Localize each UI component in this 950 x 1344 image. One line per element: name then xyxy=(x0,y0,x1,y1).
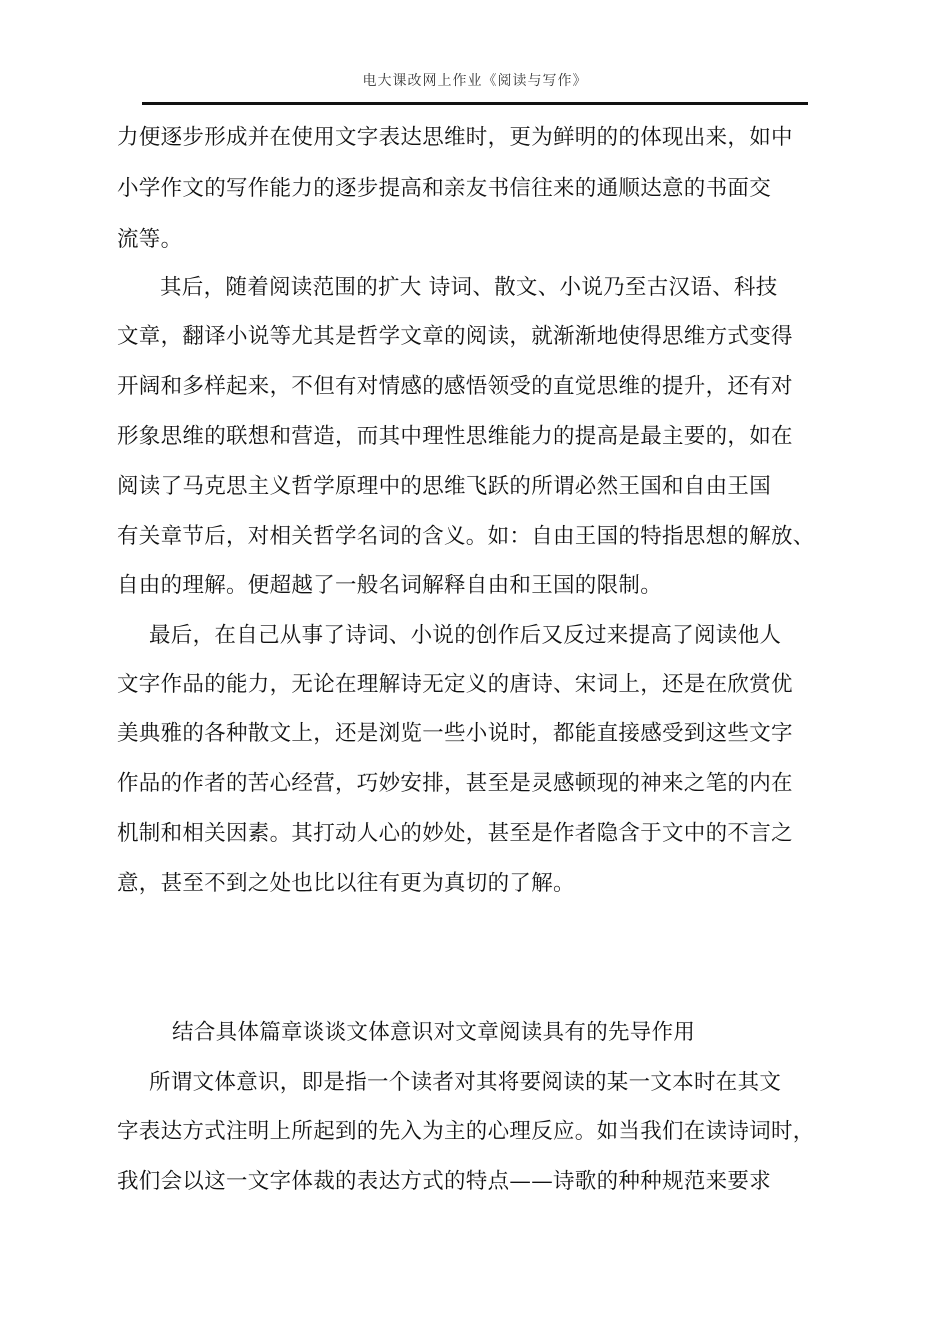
text-line: 流等。 xyxy=(117,227,183,252)
text-line: 美典雅的各种散文上，还是浏览一些小说时，都能直接感受到这些文字 xyxy=(117,721,793,746)
text-line: 字表达方式注明上所起到的先入为主的心理反应。如当我们在读诗词时， xyxy=(117,1119,815,1144)
text-line: 形象思维的联想和营造，而其中理性思维能力的提高是最主要的，如在 xyxy=(117,424,793,449)
text-line: 文章，翻译小说等尤其是哲学文章的阅读，就渐渐地使得思维方式变得 xyxy=(117,324,793,349)
text-line: 作品的作者的苦心经营，巧妙安排，甚至是灵感顿现的神来之笔的内在 xyxy=(117,771,793,796)
text-line: 力便逐步形成并在使用文字表达思维时，更为鲜明的的体现出来，如中 xyxy=(117,125,793,150)
page-header: 电大课改网上作业《阅读与写作》 xyxy=(362,73,588,89)
text-line: 开阔和多样起来，不但有对情感的感悟领受的直觉思维的提升，还有对 xyxy=(117,374,793,399)
text-line: 阅读了马克思主义哲学原理中的思维飞跃的所谓必然王国和自由王国 xyxy=(117,474,772,499)
text-line: 文字作品的能力，无论在理解诗无定义的唐诗、宋词上，还是在欣赏优 xyxy=(117,672,793,697)
text-line: 所谓文体意识，即是指一个读者对其将要阅读的某一文本时在其文 xyxy=(149,1070,782,1095)
text-line: 我们会以这一文字体裁的表达方式的特点——诗歌的种种规范来要求 xyxy=(117,1169,772,1194)
text-line: 其后，随着阅读范围的扩大 诗词、散文、小说乃至古汉语、科技 xyxy=(160,275,778,300)
text-line: 有关章节后，对相关哲学名词的含义。如：自由王国的特指思想的解放、 xyxy=(117,524,815,549)
text-line: 意，甚至不到之处也比以往有更为真切的了解。 xyxy=(117,871,575,896)
text-line: 小学作文的写作能力的逐步提高和亲友书信往来的通顺达意的书面交 xyxy=(117,176,772,201)
header-rule xyxy=(142,102,808,105)
section-title: 结合具体篇章谈谈文体意识对文章阅读具有的先导作用 xyxy=(172,1020,696,1045)
text-line: 机制和相关因素。其打动人心的妙处，甚至是作者隐含于文中的不言之 xyxy=(117,821,793,846)
text-line: 最后，在自己从事了诗词、小说的创作后又反过来提高了阅读他人 xyxy=(149,623,782,648)
text-line: 自由的理解。便超越了一般名词解释自由和王国的限制。 xyxy=(117,573,663,598)
